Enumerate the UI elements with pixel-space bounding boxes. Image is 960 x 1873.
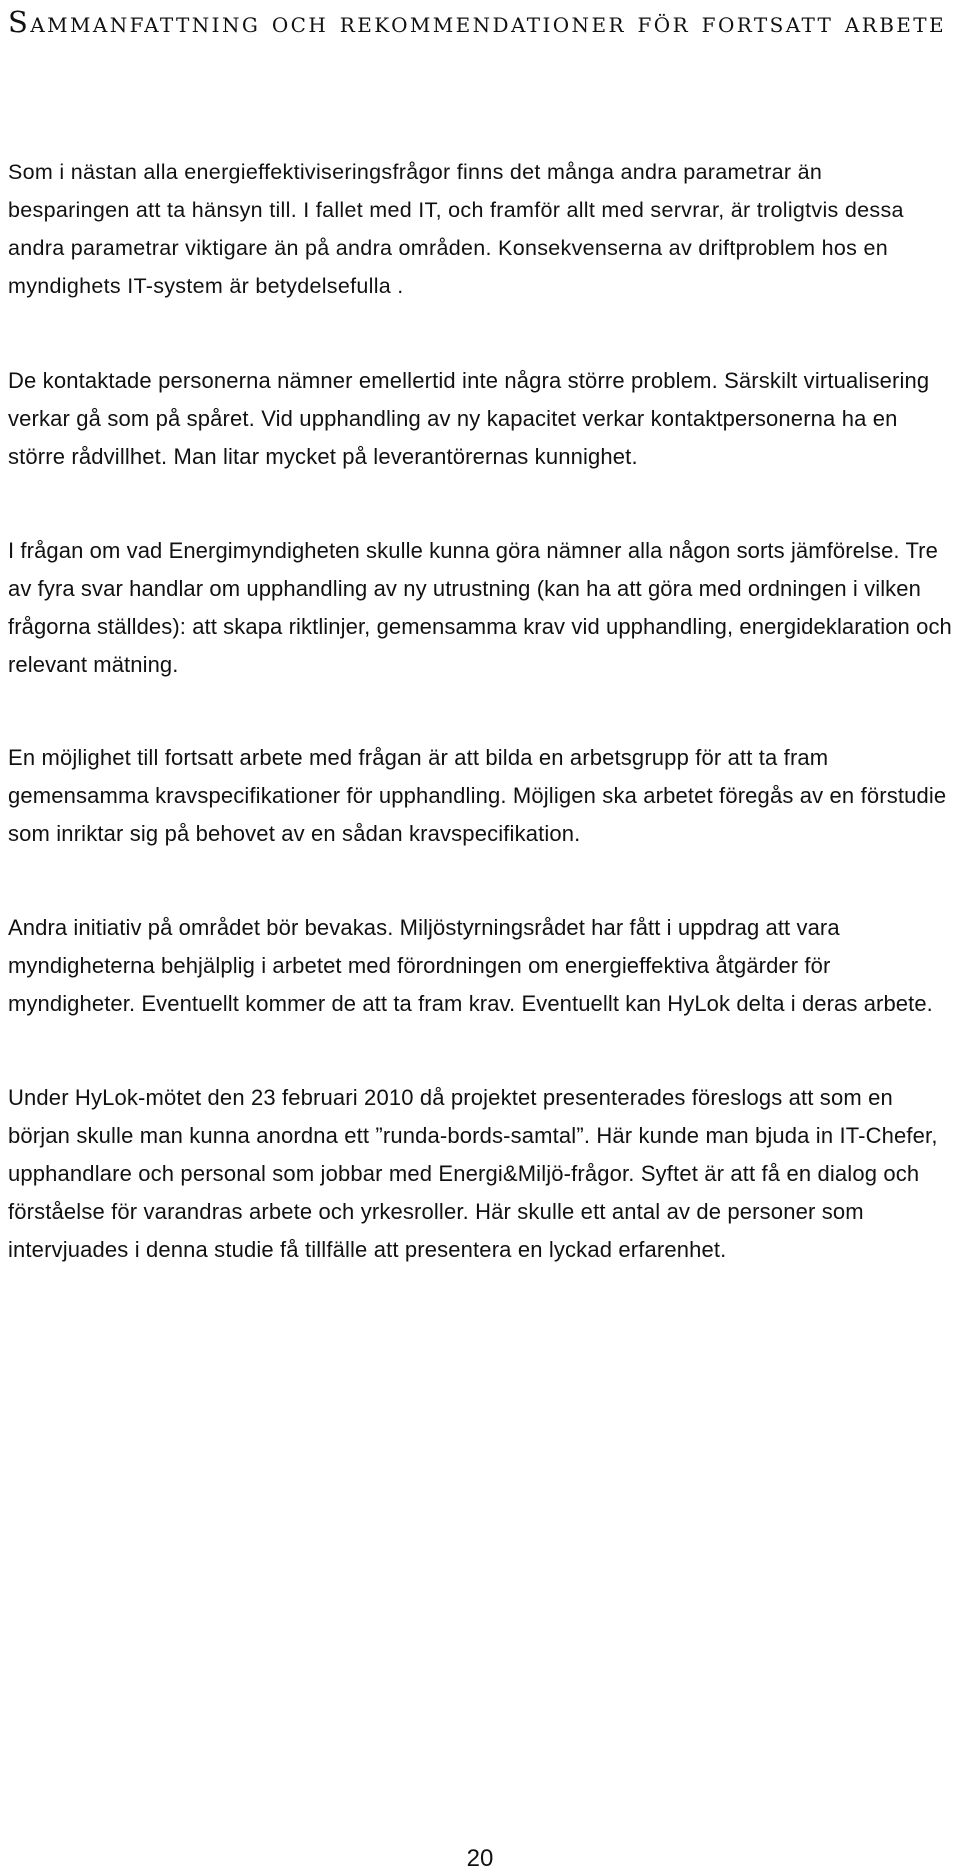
paragraph-5: Andra initiativ på området bör bevakas. Miljöstyrningsrådet har fått i uppdrag att vara myndigheterna behjälplig i arbetet med förordningen om energieffektiva åtgärder för myndigheter. Eventuellt kommer de att ta fram krav. Eventuellt kan HyLok delta i deras arbete.: [8, 915, 933, 1016]
page-number: 20: [466, 1845, 494, 1872]
paragraph-2: De kontaktade personerna nämner emellertid inte några större problem. Särskilt virtualisering verkar gå som på spåret. Vid upphandling av ny kapacitet verkar kontaktpersonerna ha en större rådvillhet. Man litar mycket på leverantörernas kunnighet.: [8, 368, 930, 469]
section-heading: Sammanfattning och rekommendationer för fortsatt arbete: [8, 5, 947, 39]
paragraph-3: I frågan om vad Energimyndigheten skulle kunna göra nämner alla någon sorts jämförelse. Tre av fyra svar handlar om upphandling av ny utrustning (kan ha att göra med ordningen i vilken frågorna ställdes): att skapa riktlinjer, gemensamma krav vid upphandling, energideklaration och relevant mätning.: [8, 538, 952, 677]
paragraph-4: En möjlighet till fortsatt arbete med frågan är att bilda en arbetsgrupp för att ta fram gemensamma kravspecifikationer för upphandling. Möjligen ska arbetet föregås av en förstudie som inriktar sig på behovet av en sådan kravspecifikation.: [8, 745, 947, 846]
paragraph-6: Under HyLok-mötet den 23 februari 2010 då projektet presenterades föreslogs att som en början skulle man kunna anordna ett ”runda-bords-samtal”. Här kunde man bjuda in IT-Chefer, upphandlare och personal som jobbar med Energi&Miljö-frågor. Syftet är att få en dialog och förståelse för varandras arbete och yrkesroller. Här skulle ett antal av de personer som intervjuades i denna studie få tillfälle att presentera en lyckad erfarenhet.: [8, 1085, 938, 1262]
paragraph-1: Som i nästan alla energieffektiviseringsfrågor finns det många andra parametrar än besparingen att ta hänsyn till. I fallet med IT, och framför allt med servrar, är troligtvis dessa andra parametrar viktigare än på andra områden. Konsekvenserna av driftproblem hos en myndighets IT-system är betydelsefulla .: [8, 160, 904, 298]
